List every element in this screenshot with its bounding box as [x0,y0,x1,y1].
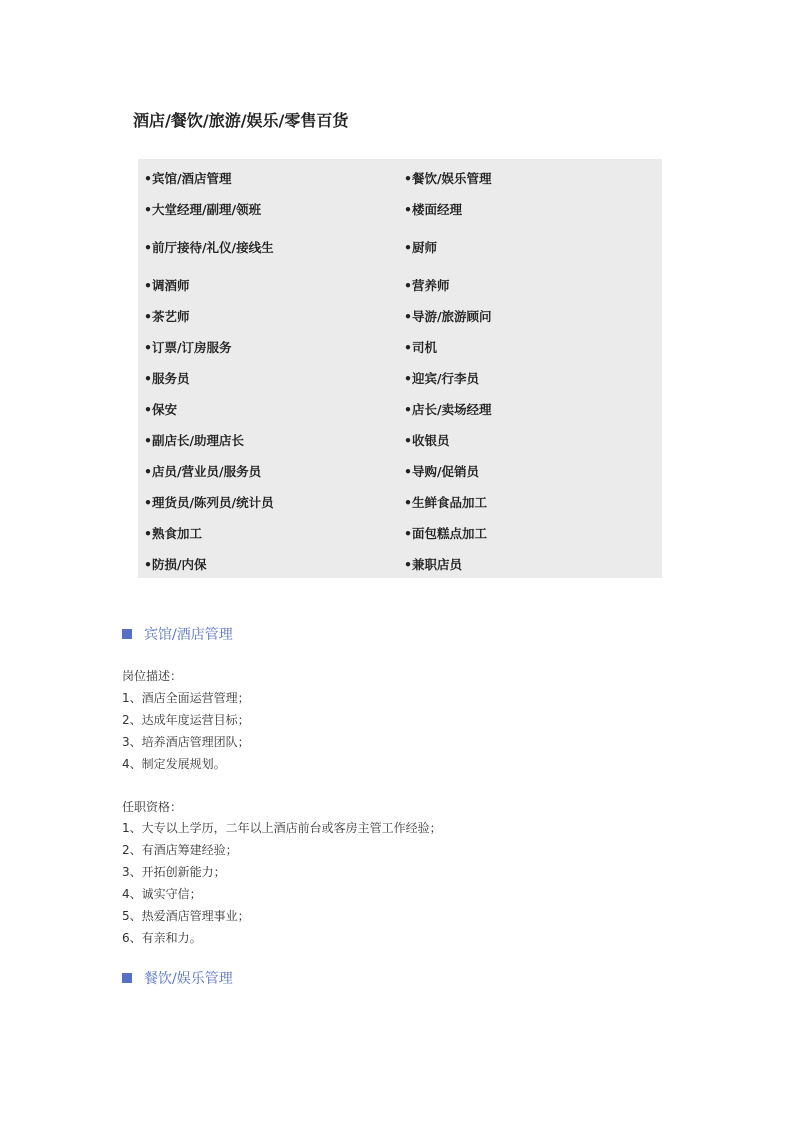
grid-item[interactable]: •导游/旅游顾问 [404,309,492,324]
desc-item: 2、达成年度运营目标； [122,713,250,727]
requirements-label: 任职资格： [122,800,183,814]
square-bullet-icon [122,629,132,639]
grid-item[interactable]: •服务员 [144,371,190,386]
req-item: 5、热爱酒店管理事业； [122,909,250,923]
grid-item[interactable]: •司机 [404,340,437,355]
grid-item[interactable]: •店长/卖场经理 [404,402,492,417]
desc-item: 3、培养酒店管理团队； [122,735,250,749]
grid-item[interactable]: •防损/内保 [144,557,207,572]
page-title: 酒店/餐饮/旅游/娱乐/零售百货 [133,111,349,130]
section-heading-food-entertainment-management [122,968,233,988]
section-heading-hotel-management [122,624,233,644]
square-bullet-icon [122,973,132,983]
grid-item[interactable]: •厨师 [404,240,437,255]
grid-item[interactable]: •熟食加工 [144,526,202,541]
grid-item[interactable]: •调酒师 [144,278,190,293]
grid-item[interactable]: •宾馆/酒店管理 [144,171,232,186]
section-heading-text: 餐饮/娱乐管理 [144,971,233,987]
grid-item[interactable]: •导购/促销员 [404,464,480,479]
grid-item[interactable]: •订票/订房服务 [144,340,232,355]
grid-item[interactable]: •餐饮/娱乐管理 [404,171,492,186]
grid-item[interactable]: •副店长/助理店长 [144,433,245,448]
grid-item[interactable]: •理货员/陈列员/统计员 [144,495,274,510]
grid-item[interactable]: •保安 [144,402,177,417]
req-item: 4、诚实守信； [122,887,202,901]
grid-item[interactable]: •前厅接待/礼仪/接线生 [144,240,274,255]
section-heading-text: 宾馆/酒店管理 [144,627,233,643]
grid-item[interactable]: •大堂经理/副理/领班 [144,202,262,217]
grid-item[interactable]: •楼面经理 [404,202,462,217]
req-item: 1、大专以上学历，二年以上酒店前台或客房主管工作经验； [122,821,442,835]
desc-item: 4、制定发展规划。 [122,757,226,771]
job-category-grid [138,159,662,578]
grid-item[interactable]: •营养师 [404,278,450,293]
job-description-label: 岗位描述： [122,669,183,683]
grid-item[interactable]: •生鲜食品加工 [404,495,487,510]
grid-item[interactable]: •面包糕点加工 [404,526,487,541]
req-item: 3、开拓创新能力； [122,865,226,879]
grid-item[interactable]: •茶艺师 [144,309,190,324]
grid-item[interactable]: •迎宾/行李员 [404,371,480,386]
grid-item[interactable]: •收银员 [404,433,450,448]
grid-item[interactable]: •兼职店员 [404,557,462,572]
req-item: 6、有亲和力。 [122,931,202,945]
req-item: 2、有酒店筹建经验； [122,843,238,857]
grid-item[interactable]: •店员/营业员/服务员 [144,464,262,479]
desc-item: 1、酒店全面运营管理； [122,691,250,705]
